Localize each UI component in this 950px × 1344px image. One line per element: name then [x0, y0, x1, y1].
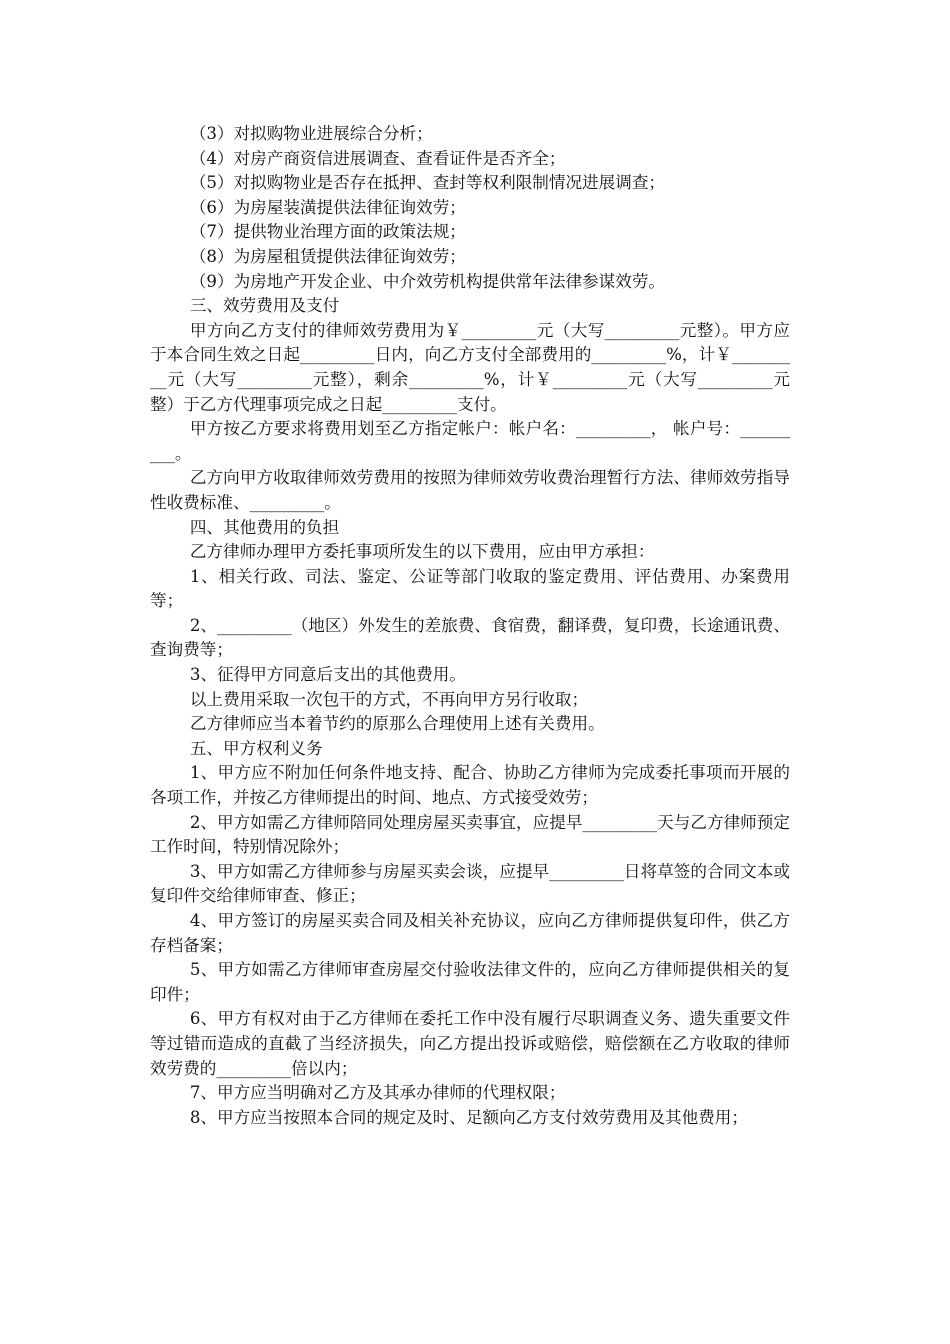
paragraph-lump-sum: 以上费用采取一次包干的方式，不再向甲方另行收取； [189, 689, 589, 709]
paragraph-other-costs-2: 2、_________（地区）外发生的差旅费、食宿费，翻译费，复印费，长途通讯费、查询费等； [150, 615, 790, 660]
paragraph-other-costs-intro: 乙方律师办理甲方委托事项所发生的以下费用，应由甲方承担： [189, 542, 655, 562]
paragraph-service-8: （8）为房屋租赁提供法律征询效劳； [189, 246, 466, 266]
paragraph-other-costs-3: 3、征得甲方同意后支出的其他费用。 [189, 665, 466, 685]
paragraph-service-5: （5）对拟购物业是否存在抵押、查封等权利限制情况进展调查； [189, 173, 666, 193]
paragraph-party-a-6: 6、甲方有权对由于乙方律师在委托工作中没有履行尽职调查义务、遗失重要文件等过错而造成的直截了当经济损失，向乙方提出投诉或赔偿，赔偿额在乙方收取的律师效劳费的_________倍以内； [150, 1009, 790, 1078]
section-heading-other-costs: 四、其他费用的负担 [189, 517, 340, 537]
paragraph-other-costs-1: 1、相关行政、司法、鉴定、公证等部门收取的鉴定费用、评估费用、办案费用等； [150, 566, 790, 611]
paragraph-service-4: （4）对房产商资信进展调查、查看证件是否齐全； [189, 148, 566, 168]
paragraph-service-7: （7）提供物业治理方面的政策法规； [189, 222, 466, 242]
paragraph-party-a-1: 1、甲方应不附加任何条件地支持、配合、协助乙方律师为完成委托事项而开展的各项工作，并按乙方律师提出的时间、地点、方式接受效劳； [150, 763, 790, 808]
paragraph-party-a-7: 7、甲方应当明确对乙方及其承办律师的代理权限； [189, 1083, 566, 1103]
section-heading-party-a: 五、甲方权利义务 [189, 738, 323, 758]
paragraph-service-3: （3）对拟购物业进展综合分析； [189, 124, 433, 143]
paragraph-party-a-5: 5、甲方如需乙方律师审查房屋交付验收法律文件的，应向乙方律师提供相关的复印件； [150, 960, 790, 1004]
paragraph-fee-basis: 乙方向甲方收取律师效劳费用的按照为律师效劳收费治理暂行方法、律师效劳指导性收费标准、_________。 [150, 468, 790, 512]
paragraph-bank-account: 甲方按乙方要求将费用划至乙方指定帐户：帐户名：_________， 帐户号：_________。 [150, 419, 790, 463]
paragraph-service-6: （6）为房屋装潢提供法律征询效劳； [189, 197, 466, 217]
paragraph-party-a-2: 2、甲方如需乙方律师陪同处理房屋买卖事宜，应提早_________天与乙方律师预定工作时间，特别情况除外； [150, 812, 790, 857]
paragraph-party-a-4: 4、甲方签订的房屋买卖合同及相关补充协议，应向乙方律师提供复印件，供乙方存档备案； [150, 911, 790, 955]
paragraph-party-a-8: 8、甲方应当按照本合同的规定及时、足额向乙方支付效劳费用及其他费用； [189, 1107, 748, 1127]
section-heading-fees: 三、效劳费用及支付 [189, 296, 340, 316]
document-body [150, 122, 790, 1130]
paragraph-fee-amount: 甲方向乙方支付的律师效劳费用为￥_________元（大写_________元整）。甲方应于本合同生效之日起_________日内，向乙方支付全部费用的_________%，计￥_________元（大写_________元整），剩余_________%，计￥_________元（大写_________元整）于乙方代理事项完成之日起_________支付。 [150, 320, 790, 414]
paragraph-party-a-3: 3、甲方如需乙方律师参与房屋买卖会谈，应提早_________日将草签的合同文本或复印件交给律师审查、修正； [150, 861, 790, 906]
paragraph-service-9: （9）为房地产开发企业、中介效劳机构提供常年法律参谋效劳。 [189, 271, 666, 291]
paragraph-thrift: 乙方律师应当本着节约的原那么合理使用上述有关费用。 [189, 714, 605, 734]
